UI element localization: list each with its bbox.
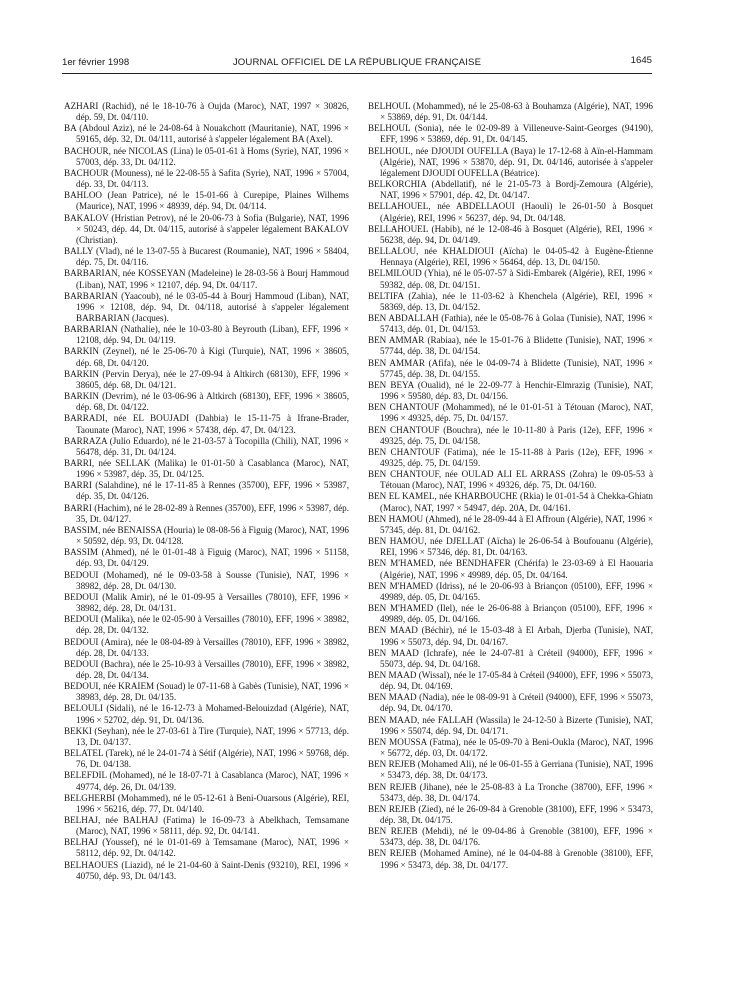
naturalization-entry: BARRI (Hachim), né le 28-02-89 à Rennes (35700), EFF, 1996 × 53987, dép. 35, Dt. 04/127. — [64, 502, 349, 524]
naturalization-entry: BAHLOO (Jean Patrice), né le 15-01-66 à Curepipe, Plaines Wilhems (Maurice), NAT, 1996 × 48939, dép. 94, Dt. 04/114. — [64, 190, 349, 212]
naturalization-entry: BELHOUL (Sonia), née le 02-09-89 à Villeneuve-Saint-Georges (94190), EFF, 1996 × 53869, dép. 91, Dt. 04/145. — [368, 123, 653, 145]
naturalization-entry: BASSIM, née BENAISSA (Houria) le 08-08-56 à Figuig (Maroc), NAT, 1996 × 50592, dép. 93, Dt. 04/128. — [64, 524, 349, 547]
naturalization-entry: BEN CHANTOUF (Fatima), née le 15-11-88 à Paris (12e), EFF, 1996 × 49325, dép. 75, Dt. 04/159. — [368, 446, 653, 468]
naturalization-entry: BEN HAMOU (Ahmed), né le 28-09-44 à El Affroun (Algérie), NAT, 1996 × 57345, dép. 81, Dt. 04/162. — [368, 513, 653, 535]
naturalization-entry: BELATEL (Tarek), né le 24-01-74 à Sétif (Algérie), NAT, 1996 × 59768, dép. 76, Dt. 04/138. — [64, 748, 349, 770]
naturalization-entry: BEN M'HAMED, née BENDHAFER (Chérifa) le 23-03-69 à El Haouaria (Algérie), NAT, 1996 × 49989, dép. 05, Dt. 04/164. — [368, 558, 653, 580]
naturalization-entry: BEN BEYA (Oualid), né le 22-09-77 à Henchir-Elmrazig (Tunisie), NAT, 1996 × 59580, dép. 83, Dt. 04/156. — [368, 379, 653, 402]
naturalization-entry: BARRI, née SELLAK (Malika) le 01-01-50 à Casablanca (Maroc), NAT, 1996 × 53987, dép. 35, Dt. 04/125. — [64, 458, 349, 480]
naturalization-entry: BASSIM (Ahmed), né le 01-01-48 à Figuig (Maroc), NAT, 1996 × 51158, dép. 93, Dt. 04/129. — [64, 547, 349, 569]
naturalization-entry: BEN AMMAR (Rabiaa), née le 15-01-76 à Blidette (Tunisie), NAT, 1996 × 57744, dép. 38, Dt. 04/154. — [368, 335, 653, 357]
naturalization-entry: BEN ABDALLAH (Fathia), née le 05-08-76 à Golaa (Tunisie), NAT, 1996 × 57413, dép. 01, Dt. 04/153. — [368, 312, 653, 335]
left-column — [64, 101, 349, 882]
naturalization-entry: BELHAJ, née BALHAJ (Fatima) le 16-09-73 à Abelkhach, Temsamane (Maroc), NAT, 1996 × 58111, dép. 92, Dt. 04/141. — [64, 815, 349, 837]
naturalization-entry: BEN M'HAMED (Ilel), née le 26-06-88 à Briançon (05100), EFF, 1996 × 49989, dép. 05, Dt. 04/166. — [368, 603, 653, 625]
naturalization-entry: BARBARIAN (Nathalie), née le 10-03-80 à Beyrouth (Liban), EFF, 1996 × 12108, dép. 94, Dt. 04/119. — [64, 324, 349, 346]
naturalization-entry: BELHOUL, née DJOUDI OUFELLA (Baya) le 17-12-68 à Aïn-el-Hammam (Algérie), NAT, 1996 × 53870, dép. 91, Dt. 04/146, autorisée à s'appeler légalement DJOUDI OUFELLA (Béatrice). — [368, 145, 653, 178]
naturalization-entry: BELLAHOUEL, née ABDELLAOUI (Haouli) le 26-01-50 à Bosquet (Algérie), REI, 1996 × 56237, dép. 94, Dt. 04/148. — [368, 201, 653, 223]
naturalization-entry: BELLAHOUEL (Habib), né le 12-08-46 à Bosquet (Algérie), REI, 1996 × 56238, dép. 94, Dt. 04/149. — [368, 223, 653, 245]
naturalization-entry: BA (Abdoul Aziz), né le 24-08-64 à Nouakchott (Mauritanie), NAT, 1996 × 59165, dép. 32, Dt. 04/111, autorisé à s'appeler légalement BA (Axel). — [64, 123, 349, 145]
naturalization-entry: BELMILOUD (Yhia), né le 05-07-57 à Sidi-Embarek (Algérie), REI, 1996 × 59382, dép. 08, Dt. 04/151. — [368, 268, 653, 290]
naturalization-entry: BALLY (Vlad), né le 13-07-55 à Bucarest (Roumanie), NAT, 1996 × 58404, dép. 75, Dt. 04/116. — [64, 246, 349, 268]
naturalization-entry: BEDOUI (Malika), née le 02-05-90 à Versailles (78010), EFF, 1996 × 38982, dép. 28, Dt. 04/132. — [64, 614, 349, 636]
header-rule — [62, 73, 652, 74]
naturalization-entry: BEN CHANTOUF (Bouchra), née le 10-11-80 à Paris (12e), EFF, 1996 × 49325, dép. 75, Dt. 04/158. — [368, 424, 653, 446]
naturalization-entry: BEN MAAD (Béchir), né le 15-03-48 à El Arbah, Djerba (Tunisie), NAT, 1996 × 55073, dép. 94, Dt. 04/167. — [368, 625, 653, 647]
naturalization-entry: BARRI (Salahdine), né le 17-11-85 à Rennes (35700), EFF, 1996 × 53987, dép. 35, Dt. 04/126. — [64, 480, 349, 502]
naturalization-entry: BARBARIAN (Yaacoub), né le 03-05-44 à Bourj Hammoud (Liban), NAT, 1996 × 12108, dép. 94, Dt. 04/118, autorisé à s'appeler légalement BARBARIAN (Jacques). — [64, 290, 349, 323]
naturalization-entry: BEN CHANTOUF, née OULAD ALI EL ARRASS (Zohra) le 09-05-53 à Tétouan (Maroc), NAT, 1996 × 49326, dép. 75, Dt. 04/160. — [368, 469, 653, 491]
naturalization-entry: BARKIN (Devrim), né le 03-06-96 à Altkirch (68130), EFF, 1996 × 38605, dép. 68, Dt. 04/122. — [64, 391, 349, 413]
naturalization-entry: BEN M'HAMED (Idriss), né le 20-06-93 à Briançon (05100), EFF, 1996 × 49989, dép. 05, Dt. 04/165. — [368, 580, 653, 602]
naturalization-entry: BELOULI (Sidali), né le 16-12-73 à Mohamed-Belouizdad (Algérie), NAT, 1996 × 52702, dép. 91, Dt. 04/136. — [64, 703, 349, 725]
naturalization-entry: BEN MAAD (Ichrafe), née le 24-07-81 à Créteil (94000), EFF, 1996 × 55073, dép. 94, Dt. 04/168. — [368, 647, 653, 669]
naturalization-entry: BELEFDIL (Mohamed), né le 18-07-71 à Casablanca (Maroc), NAT, 1996 × 49774, dép. 26, Dt. 04/139. — [64, 770, 349, 792]
issue-date: 1er février 1998 — [62, 57, 130, 68]
naturalization-entry: BELHOUL (Mohammed), né le 25-08-63 à Bouhamza (Algérie), NAT, 1996 × 53869, dép. 91, Dt. 04/144. — [368, 101, 653, 123]
journal-title: JOURNAL OFFICIEL DE LA RÉPUBLIQUE FRANÇAISE — [232, 57, 482, 68]
naturalization-entry: BEDOUI (Bachra), née le 25-10-93 à Versailles (78010), EFF, 1996 × 38982, dép. 28, Dt. 04/134. — [64, 658, 349, 680]
naturalization-entry: BACHOUR (Mouness), né le 22-08-55 à Safita (Syrie), NAT, 1996 × 57004, dép. 33, Dt. 04/113. — [64, 167, 349, 190]
naturalization-entry: BEN REJEB (Mohamed Ali), né le 06-01-55 à Gerriana (Tunisie), NAT, 1996 × 53473, dép. 38, Dt. 04/173. — [368, 759, 653, 781]
right-column — [368, 101, 653, 871]
naturalization-entry: BEN CHANTOUF (Mohammed), né le 01-01-51 à Tétouan (Maroc), NAT, 1996 × 49325, dép. 75, Dt. 04/157. — [368, 402, 653, 424]
naturalization-entry: BELGHERBI (Mohammed), né le 05-12-61 à Beni-Ouarsous (Algérie), REI, 1996 × 56216, dép. 77, Dt. 04/140. — [64, 792, 349, 814]
naturalization-entry: BEN EL KAMEL, née KHARBOUCHE (Rkia) le 01-01-54 à Chekka-Ghiatn (Maroc), NAT, 1997 × 54947, dép. 20A, Dt. 04/161. — [368, 491, 653, 513]
naturalization-entry: BEN REJEB (Mehdi), né le 09-04-86 à Grenoble (38100), EFF, 1996 × 53473, dép. 38, Dt. 04/176. — [368, 826, 653, 848]
naturalization-entry: BEN MOUSSA (Fatma), née le 05-09-70 à Beni-Oukla (Maroc), NAT, 1996 × 56772, dép. 03, Dt. 04/172. — [368, 736, 653, 759]
naturalization-entry: BELHAOUES (Liazid), né le 21-04-60 à Saint-Denis (93210), REI, 1996 × 40750, dép. 93, Dt. 04/143. — [64, 859, 349, 881]
naturalization-entry: BEN REJEB (Mohamed Amine), né le 04-04-88 à Grenoble (38100), EFF, 1996 × 53473, dép. 38, Dt. 04/177. — [368, 848, 653, 870]
naturalization-entry: BARKIN (Pervin Derya), née le 27-09-94 à Altkirch (68130), EFF, 1996 × 38605, dép. 68, Dt. 04/121. — [64, 368, 349, 390]
naturalization-entry: BAKALOV (Hristian Petrov), né le 20-06-73 à Sofia (Bulgarie), NAT, 1996 × 50243, dép. 44, Dt. 04/115, autorisé à s'appeler légalement BAKALOV (Christian). — [64, 212, 349, 245]
naturalization-entry: BELLALOU, née KHALDIOUI (Aïcha) le 04-05-42 à Eugène-Étienne Hennaya (Algérie), REI, 1996 × 56464, dép. 13, Dt. 04/150. — [368, 246, 653, 268]
naturalization-entry: BEN REJEB (Jihane), née le 25-08-83 à La Tronche (38700), EFF, 1996 × 53473, dép. 38, Dt. 04/174. — [368, 781, 653, 803]
naturalization-entry: BELTIFA (Zahia), née le 11-03-62 à Khenchela (Algérie), REI, 1996 × 58369, dép. 13, Dt. 04/152. — [368, 290, 653, 312]
naturalization-entry: BACHOUR, née NICOLAS (Lina) le 05-01-61 à Homs (Syrie), NAT, 1996 × 57003, dép. 33, Dt. 04/112. — [64, 145, 349, 167]
naturalization-entry: BARKIN (Zeynel), né le 25-06-70 à Kigi (Turquie), NAT, 1996 × 38605, dép. 68, Dt. 04/120. — [64, 346, 349, 368]
naturalization-entry: BEN HAMOU, née DJELLAT (Aïcha) le 26-06-54 à Boufouanu (Algérie), REI, 1996 × 57346, dép. 81, Dt. 04/163. — [368, 536, 653, 558]
naturalization-entry: BARRAZA (Julio Eduardo), né le 21-03-57 à Tocopilla (Chili), NAT, 1996 × 56478, dép. 31, Dt. 04/124. — [64, 435, 349, 457]
naturalization-entry: BELKORCHIA (Abdellatif), né le 21-05-73 à Bordj-Zemoura (Algérie), NAT, 1996 × 57901, dép. 42, Dt. 04/147. — [368, 179, 653, 201]
naturalization-entry: BEDOUI (Mohamed), né le 09-03-58 à Sousse (Tunisie), NAT, 1996 × 38982, dép. 28, Dt. 04/130. — [64, 569, 349, 591]
page-header — [62, 55, 652, 71]
naturalization-entry: BARRADI, née EL BOUJADI (Dahbia) le 15-11-75 à Ifrane-Brader, Taounate (Maroc), NAT, 1996 × 57438, dép. 47, Dt. 04/123. — [64, 413, 349, 435]
naturalization-entry: BEN MAAD (Nadia), née le 08-09-91 à Créteil (94000), EFF, 1996 × 55073, dép. 94, Dt. 04/170. — [368, 692, 653, 714]
naturalization-entry: BEN MAAD (Wissal), née le 17-05-84 à Créteil (94000), EFF, 1996 × 55073, dép. 94, Dt. 04/169. — [368, 669, 653, 692]
naturalization-entry: BEN REJEB (Zied), né le 26-09-84 à Grenoble (38100), EFF, 1996 × 53473, dép. 38, Dt. 04/175. — [368, 803, 653, 825]
naturalization-entry: BELHAJ (Youssef), né le 01-01-69 à Temsamane (Maroc), NAT, 1996 × 58112, dép. 92, Dt. 04/142. — [64, 837, 349, 859]
naturalization-entry: AZHARI (Rachid), né le 18-10-76 à Oujda (Maroc), NAT, 1997 × 30826, dép. 59, Dt. 04/110. — [64, 101, 349, 123]
naturalization-entry: BEN MAAD, née FALLAH (Wassila) le 24-12-50 à Bizerte (Tunisie), NAT, 1996 × 55074, dép. 94, Dt. 04/171. — [368, 714, 653, 736]
naturalization-entry: BEDOUI, née KRAIEM (Souad) le 07-11-68 à Gabès (Tunisie), NAT, 1996 × 38983, dép. 28, Dt. 04/135. — [64, 681, 349, 703]
naturalization-entry: BEDOUI (Malik Amir), né le 01-09-95 à Versailles (78010), EFF, 1996 × 38982, dép. 28, Dt. 04/131. — [64, 591, 349, 614]
naturalization-entry: BARBARIAN, née KOSSEYAN (Madeleine) le 28-03-56 à Bourj Hammoud (Liban), NAT, 1996 × 12107, dép. 94, Dt. 04/117. — [64, 268, 349, 290]
page-number: 1645 — [630, 55, 652, 66]
naturalization-entry: BEN AMMAR (Afifa), née le 04-09-74 à Blidette (Tunisie), NAT, 1996 × 57745, dép. 38, Dt. 04/155. — [368, 357, 653, 379]
naturalization-entry: BEDOUI (Amira), née le 08-04-89 à Versailles (78010), EFF, 1996 × 38982, dép. 28, Dt. 04/133. — [64, 636, 349, 658]
naturalization-entry: BEKKI (Seyhan), née le 27-03-61 à Tire (Turquie), NAT, 1996 × 57713, dép. 13, Dt. 04/137. — [64, 725, 349, 747]
